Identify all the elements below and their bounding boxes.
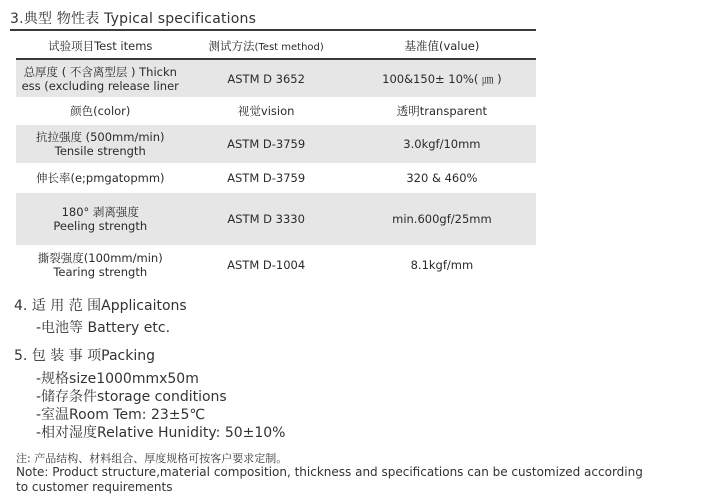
table-header-row: [16, 33, 536, 59]
application-item: -电池等 Battery etc.: [36, 320, 171, 336]
item-line: 总厚度 ( 不含离型层 ) Thickn: [23, 64, 177, 79]
row-tearing-method: ASTM D-1004: [227, 258, 306, 272]
item-line: 抗拉强度 (500mm/min): [35, 130, 165, 144]
row-peeling-method: ASTM D 3330: [185, 193, 348, 245]
section4-title: 4. 适 用 范 围Applicaitons: [14, 298, 187, 314]
row-color-method: 视觉vision: [237, 104, 295, 118]
header-value: 基准值(value): [348, 33, 536, 59]
table-row: [16, 245, 536, 285]
header-test-method-cn: 测试方法: [208, 38, 255, 53]
row-tearing-item: [16, 245, 185, 285]
table-row: [16, 97, 536, 125]
item-line: Tearing strength: [53, 265, 148, 279]
item-line: Peeling strength: [53, 219, 148, 233]
room-temperature: -室温Room Tem: 23±5℃: [36, 407, 206, 423]
row-thickness-value: 100&150± 10%( ㎛ ): [348, 59, 536, 97]
note-en-line1: Note: Product structure,material composition, thickness and specifications can be customized according: [16, 465, 643, 479]
row-thickness-method: ASTM D 3652: [185, 59, 348, 97]
row-peeling-item: [16, 193, 185, 245]
table-row: [16, 193, 536, 245]
table-row: [16, 59, 536, 97]
row-tensile-method: ASTM D-3759: [185, 125, 348, 163]
section5-title: 5. 包 装 事 项Packing: [14, 348, 156, 364]
note-cn: 注: 产品结构、材料组合、厚度规格可按客户要求定制。: [16, 452, 288, 465]
table-row: [16, 125, 536, 163]
header-test-method-en: (Test method): [254, 41, 324, 53]
header-test-method: [185, 33, 348, 59]
row-color-item: 颜色(color): [70, 104, 131, 118]
storage-conditions: -储存条件storage conditions: [36, 389, 227, 405]
row-thickness-item: [16, 59, 185, 97]
row-color-value: 透明transparent: [396, 104, 488, 118]
row-peeling-value: min.600gf/25mm: [348, 193, 536, 245]
item-line: ess (excluding release liner: [21, 78, 179, 93]
item-line: Tensile strength: [54, 144, 146, 158]
row-tensile-value: 3.0kgf/10mm: [348, 125, 536, 163]
item-line: 180° 剥离强度: [61, 205, 139, 219]
spec-table: [16, 33, 536, 285]
row-elongation-value: 320 & 460%: [406, 171, 478, 185]
note-en-line2: to customer requirements: [16, 480, 173, 494]
row-elongation-item: 伸长率(e;pmgatopmm): [35, 171, 165, 185]
row-tearing-value: 8.1kgf/mm: [410, 258, 474, 272]
packing-size: -规格size1000mmx50m: [36, 371, 199, 387]
row-tensile-item: [16, 125, 185, 163]
table-row: [16, 163, 536, 193]
section3-title: 3.典型 物性表 Typical specifications: [10, 11, 257, 27]
item-line: 撕裂强度(100mm/min): [37, 251, 163, 265]
relative-humidity: -相对湿度Relative Hunidity: 50±10%: [36, 425, 286, 441]
row-elongation-method: ASTM D-3759: [227, 171, 306, 185]
header-test-items: 试验项目Test items: [16, 33, 185, 59]
table-top-rule: [10, 29, 536, 31]
